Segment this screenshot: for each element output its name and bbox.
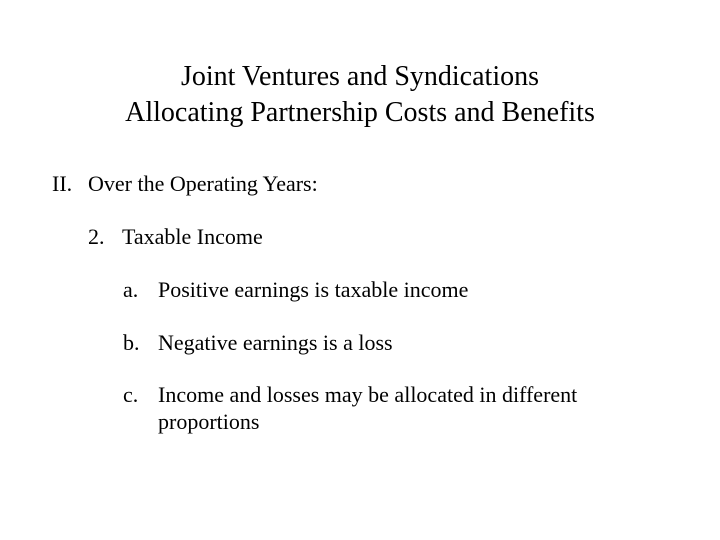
point-text: Positive earnings is taxable income	[158, 277, 469, 302]
slide-subtitle: Allocating Partnership Costs and Benefits	[125, 97, 595, 128]
outline-point	[123, 329, 683, 359]
point-text: Negative earnings is a loss	[158, 330, 393, 355]
point-marker: b.	[123, 330, 140, 355]
subsection-text: Taxable Income	[122, 224, 263, 249]
point-marker: c.	[123, 382, 139, 407]
subsection-marker: 2.	[88, 224, 105, 249]
point-marker: a.	[123, 277, 139, 302]
point-text: Income and losses may be allocated in different proportions	[158, 382, 578, 434]
section-text: Over the Operating Years:	[88, 171, 318, 196]
outline-section	[52, 170, 692, 200]
outline-point	[123, 276, 683, 306]
outline-subsection	[88, 223, 688, 253]
section-marker: II.	[52, 171, 73, 196]
slide-title: Joint Ventures and Syndications	[180, 61, 539, 92]
outline-point	[123, 381, 683, 437]
